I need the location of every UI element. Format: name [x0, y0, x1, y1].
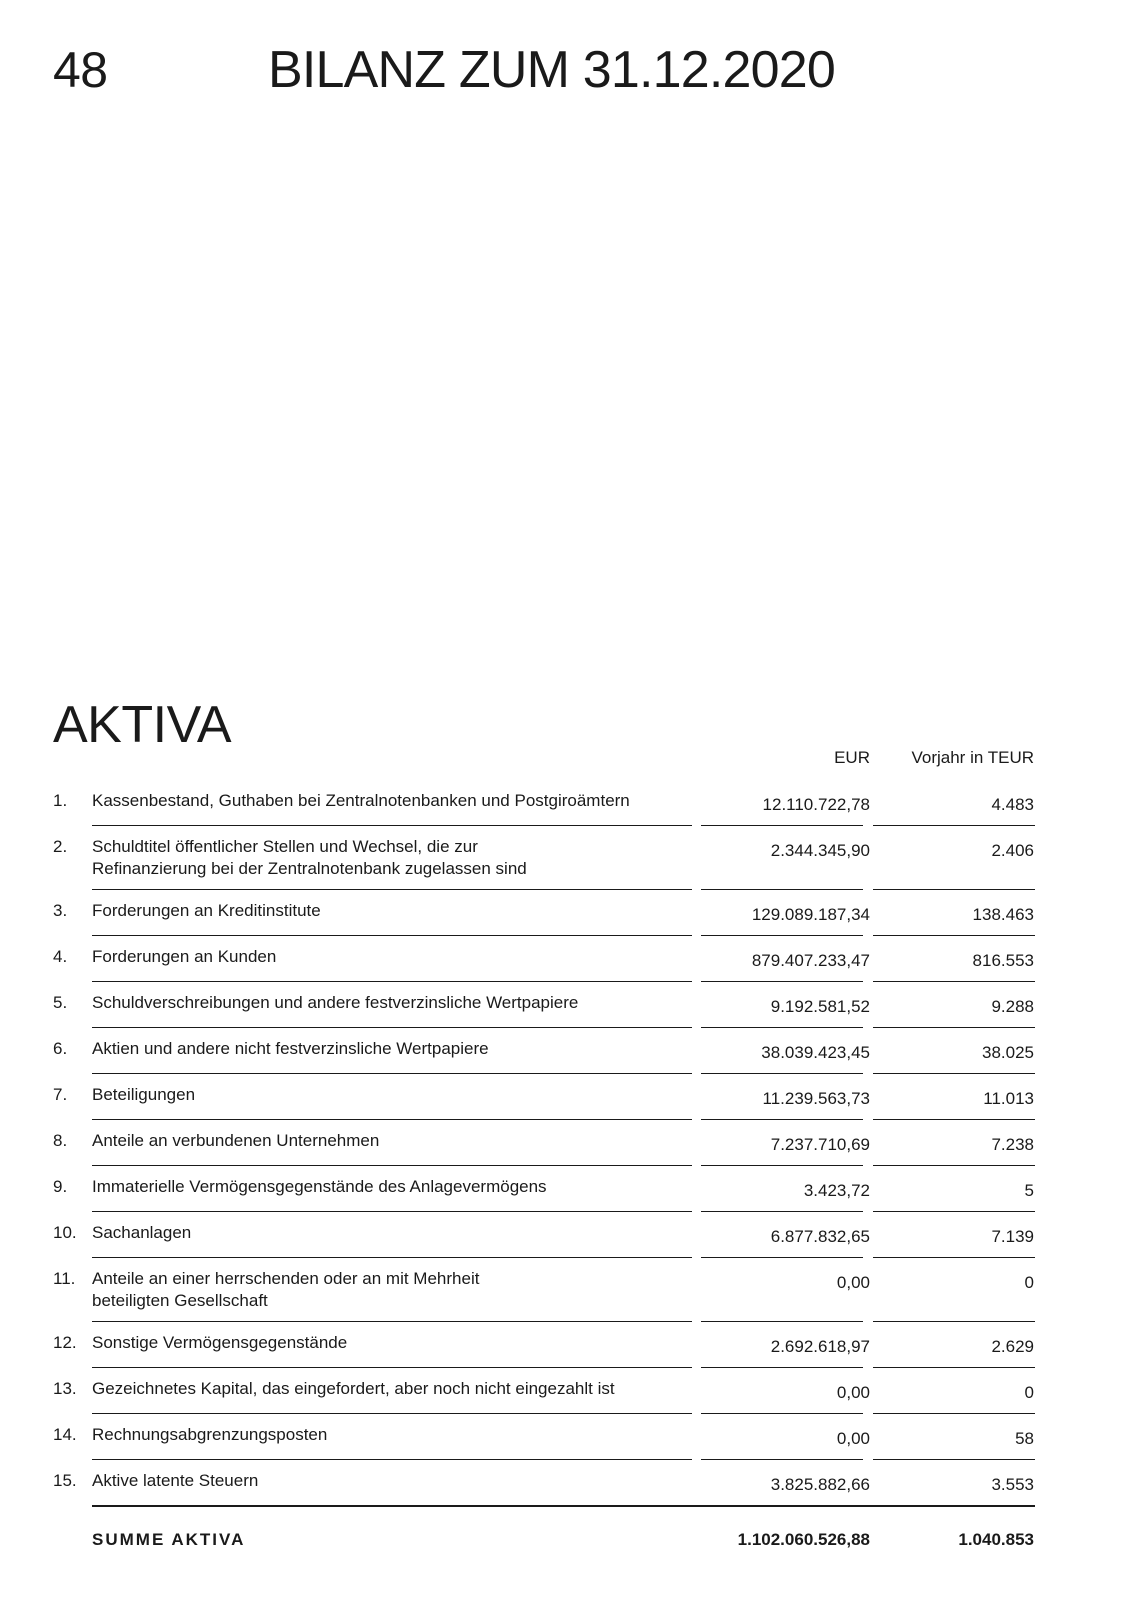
table-row: [0, 1084, 1143, 1130]
row-eur-value: 3.423,72: [803, 1181, 870, 1200]
table-row: [0, 992, 1143, 1038]
row-separator: [92, 1119, 692, 1120]
table-row: [0, 1130, 1143, 1176]
row-previous-year-value: 11.013: [983, 1089, 1034, 1108]
page-title: BILANZ ZUM 31.12.2020: [268, 41, 836, 99]
row-label: Beteiligungen: [92, 1085, 196, 1104]
row-separator: [701, 1321, 863, 1322]
row-previous-year-value: 2.629: [991, 1337, 1034, 1356]
row-previous-year-value: 7.139: [991, 1227, 1034, 1246]
row-separator: [873, 889, 1035, 890]
row-eur-value: 0,00: [836, 1429, 870, 1448]
table-row: [0, 1424, 1143, 1470]
row-eur-value: 6.877.832,65: [770, 1227, 870, 1246]
row-number: 15.: [53, 1471, 77, 1490]
total-rule: [92, 1505, 1035, 1507]
table-row: [0, 1222, 1143, 1268]
row-eur-value: 129.089.187,34: [751, 905, 870, 924]
row-eur-value: 7.237.710,69: [770, 1135, 870, 1154]
row-number: 6.: [53, 1039, 68, 1058]
total-eur-value: 1.102.060.526,88: [737, 1530, 870, 1549]
row-separator: [701, 935, 863, 936]
row-number: 4.: [53, 947, 68, 966]
row-separator: [873, 981, 1035, 982]
row-separator: [873, 1459, 1035, 1460]
row-separator: [92, 1367, 692, 1368]
row-separator: [873, 1321, 1035, 1322]
row-number: 14.: [53, 1425, 77, 1444]
row-eur-value: 38.039.423,45: [761, 1043, 870, 1062]
row-label: Immaterielle Vermögensgegenstände des Anlagevermögens: [92, 1177, 547, 1196]
row-previous-year-value: 138.463: [972, 905, 1034, 924]
row-separator: [873, 1413, 1035, 1414]
table-row: [0, 900, 1143, 946]
table-row: [0, 1470, 1143, 1516]
table-row: [0, 836, 1143, 900]
table-row: [0, 1332, 1143, 1378]
row-separator: [701, 1413, 863, 1414]
column-header-previous-year: Vorjahr in TEUR: [911, 748, 1034, 767]
row-previous-year-value: 816.553: [972, 951, 1034, 970]
row-number: 9.: [53, 1177, 68, 1196]
row-separator: [873, 1027, 1035, 1028]
row-separator: [873, 935, 1035, 936]
row-number: 8.: [53, 1131, 68, 1150]
row-previous-year-value: 0: [1024, 1383, 1034, 1402]
row-separator: [873, 1367, 1035, 1368]
row-previous-year-value: 58: [1015, 1429, 1034, 1448]
row-number: 11.: [53, 1269, 76, 1288]
table-row: [0, 1038, 1143, 1084]
row-previous-year-value: 4.483: [991, 795, 1034, 814]
table-row: [0, 946, 1143, 992]
table-row: [0, 1268, 1143, 1332]
row-separator: [873, 1119, 1035, 1120]
row-label: Kassenbestand, Guthaben bei Zentralnotenbanken und Postgiroämtern: [92, 791, 630, 810]
total-previous-year-value: 1.040.853: [958, 1530, 1034, 1549]
total-label: SUMME AKTIVA: [92, 1530, 246, 1549]
row-number: 2.: [53, 837, 68, 856]
row-separator: [92, 981, 692, 982]
row-number: 13.: [53, 1379, 77, 1398]
row-separator: [92, 889, 692, 890]
row-previous-year-value: 5: [1024, 1181, 1034, 1200]
row-separator: [873, 1165, 1035, 1166]
row-separator: [701, 1257, 863, 1258]
row-label: Anteile an verbundenen Unternehmen: [92, 1131, 380, 1150]
row-separator: [701, 825, 863, 826]
row-separator: [92, 1413, 692, 1414]
row-eur-value: 11.239.563,73: [762, 1089, 870, 1108]
row-separator: [92, 1165, 692, 1166]
table-row: [0, 1378, 1143, 1424]
row-number: 12.: [53, 1333, 77, 1352]
row-separator: [701, 1211, 863, 1212]
page-number: 48: [53, 42, 108, 98]
table-row: [0, 1176, 1143, 1222]
row-label: Anteile an einer herrschenden oder an mit Mehrheit beteiligten Gesellschaft: [92, 1269, 480, 1310]
row-separator: [701, 1119, 863, 1120]
row-eur-value: 879.407.233,47: [751, 951, 870, 970]
row-number: 1.: [53, 791, 68, 810]
row-eur-value: 0,00: [836, 1273, 870, 1292]
row-label: Gezeichnetes Kapital, das eingefordert, aber noch nicht eingezahlt ist: [92, 1379, 615, 1398]
row-separator: [701, 1367, 863, 1368]
row-number: 10.: [53, 1223, 77, 1242]
row-separator: [873, 1211, 1035, 1212]
section-title: AKTIVA: [53, 696, 232, 754]
row-separator: [92, 1073, 692, 1074]
row-label: Aktive latente Steuern: [92, 1471, 259, 1490]
row-previous-year-value: 2.406: [991, 841, 1034, 860]
row-separator: [701, 1165, 863, 1166]
row-number: 7.: [53, 1085, 68, 1104]
row-separator: [92, 1257, 692, 1258]
row-label: Schuldverschreibungen und andere festverzinsliche Wertpapiere: [92, 993, 579, 1012]
table-row: [0, 790, 1143, 836]
row-separator: [92, 935, 692, 936]
row-separator: [701, 1027, 863, 1028]
row-eur-value: 2.344.345,90: [770, 841, 870, 860]
row-eur-value: 3.825.882,66: [770, 1475, 870, 1494]
row-number: 3.: [53, 901, 68, 920]
row-eur-value: 0,00: [836, 1383, 870, 1402]
row-label: Forderungen an Kreditinstitute: [92, 901, 321, 920]
row-previous-year-value: 7.238: [991, 1135, 1034, 1154]
row-separator: [92, 1459, 692, 1460]
row-separator: [701, 1073, 863, 1074]
row-separator: [701, 981, 863, 982]
row-separator: [701, 1459, 863, 1460]
row-previous-year-value: 3.553: [991, 1475, 1034, 1494]
row-separator: [873, 1073, 1035, 1074]
row-separator: [873, 825, 1035, 826]
row-previous-year-value: 38.025: [982, 1043, 1034, 1062]
row-separator: [92, 1321, 692, 1322]
row-separator: [701, 889, 863, 890]
row-number: 5.: [53, 993, 68, 1012]
row-separator: [92, 1027, 692, 1028]
row-eur-value: 2.692.618,97: [770, 1337, 870, 1356]
row-eur-value: 12.110.722,78: [762, 795, 870, 814]
row-label: Sonstige Vermögensgegenstände: [92, 1333, 348, 1352]
row-label: Aktien und andere nicht festverzinsliche Wertpapiere: [92, 1039, 489, 1058]
row-label: Rechnungsabgrenzungsposten: [92, 1425, 328, 1444]
row-separator: [92, 825, 692, 826]
row-label: Sachanlagen: [92, 1223, 192, 1242]
row-separator: [873, 1257, 1035, 1258]
row-previous-year-value: 9.288: [991, 997, 1034, 1016]
row-separator: [92, 1211, 692, 1212]
row-label: Schuldtitel öffentlicher Stellen und Wechsel, die zur Refinanzierung bei der Zentralnotenbank zugelassen sind: [92, 837, 527, 878]
row-label: Forderungen an Kunden: [92, 947, 277, 966]
column-header-eur: EUR: [834, 748, 870, 767]
row-previous-year-value: 0: [1024, 1273, 1034, 1292]
row-eur-value: 9.192.581,52: [770, 997, 870, 1016]
